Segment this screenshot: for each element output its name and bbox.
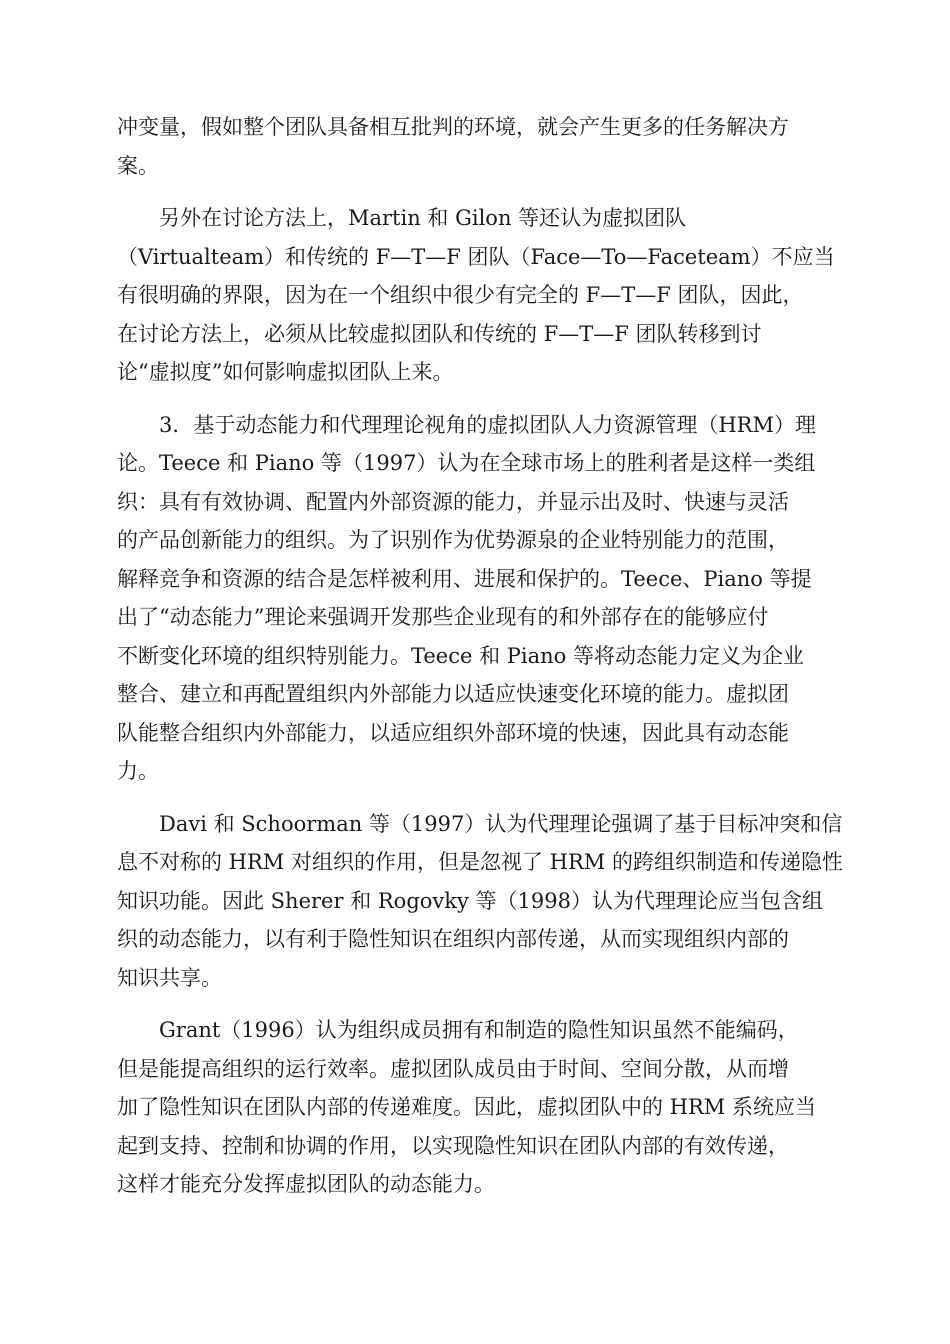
text-line: 冲变量，假如整个团队具备相互批判的环境，就会产生更多的任务解决方 [117, 115, 789, 139]
text-line: 3．基于动态能力和代理理论视角的虚拟团队人力资源管理（HRM）理 [159, 412, 816, 437]
text-line: 知识共享。 [117, 965, 222, 990]
text-line: Davi 和 Schoorman 等（1997）认为代理理论强调了基于目标冲突和信 [159, 811, 843, 836]
text-line: 整合、建立和再配置组织内外部能力以适应快速变化环境的能力。虚拟团 [117, 682, 789, 706]
text-line: 另外在讨论方法上，Martin 和 Gilon 等还认为虚拟团队 [159, 206, 687, 230]
text-line: 织：具有有效协调、配置内外部资源的能力，并显示出及时、快速与灵活 [117, 489, 789, 514]
text-line: 在讨论方法上，必须从比较虚拟团队和传统的 F—T—F 团队转移到讨 [117, 321, 762, 346]
text-line: 论。Teece 和 Piano 等（1997）认为在全球市场上的胜利者是这样一类组 [117, 451, 816, 475]
text-line: 的产品创新能力的组织。为了识别作为优势源泉的企业特别能力的范围， [117, 528, 789, 552]
text-line: 加了隐性知识在团队内部的传递难度。因此，虚拟团队中的 HRM 系统应当 [117, 1095, 816, 1119]
text-line: 有很明确的界限，因为在一个组织中很少有完全的 F—T—F 团队，因此， [117, 283, 804, 307]
text-line: 但是能提高组织的运行效率。虚拟团队成员由于时间、空间分散，从而增 [117, 1056, 789, 1081]
text-line: 织的动态能力，以有利于隐性知识在组织内部传递，从而实现组织内部的 [117, 927, 789, 951]
text-line: 不断变化环境的组织特别能力。Teece 和 Piano 等将动态能力定义为企业 [117, 643, 804, 668]
text-line: 论“虚拟度”如何影响虚拟团队上来。 [117, 360, 454, 384]
text-line: 力。 [117, 759, 159, 783]
text-line: 队能整合组织内外部能力，以适应组织外部环境的快速，因此具有动态能 [117, 720, 789, 745]
paragraph-1 [117, 108, 833, 185]
paragraph-5 [117, 1011, 833, 1204]
paragraph-2 [117, 199, 833, 392]
paragraph-4 [117, 805, 843, 998]
paragraph-3 [117, 406, 833, 791]
document-page [117, 108, 843, 1218]
text-line: 息不对称的 HRM 对组织的作用，但是忽视了 HRM 的跨组织制造和传递隐性 [117, 850, 843, 874]
text-line: 这样才能充分发挥虚拟团队的动态能力。 [117, 1172, 495, 1196]
text-line: 解释竞争和资源的结合是怎样被利用、进展和保护的。Teece、Piano 等提 [117, 566, 812, 591]
text-line: 出了“动态能力”理论来强调开发那些企业现有的和外部存在的能够应付 [117, 605, 769, 629]
text-line: 起到支持、控制和协调的作用，以实现隐性知识在团队内部的有效传递， [117, 1133, 789, 1158]
text-line: 案。 [117, 153, 159, 178]
text-line: （Virtualteam）和传统的 F—T—F 团队（Face—To—Faceteam）不应当 [117, 244, 835, 269]
text-line: 知识功能。因此 Sherer 和 Rogovky 等（1998）认为代理理论应当包含组 [117, 888, 823, 913]
text-line: Grant（1996）认为组织成员拥有和制造的隐性知识虽然不能编码， [159, 1018, 799, 1042]
